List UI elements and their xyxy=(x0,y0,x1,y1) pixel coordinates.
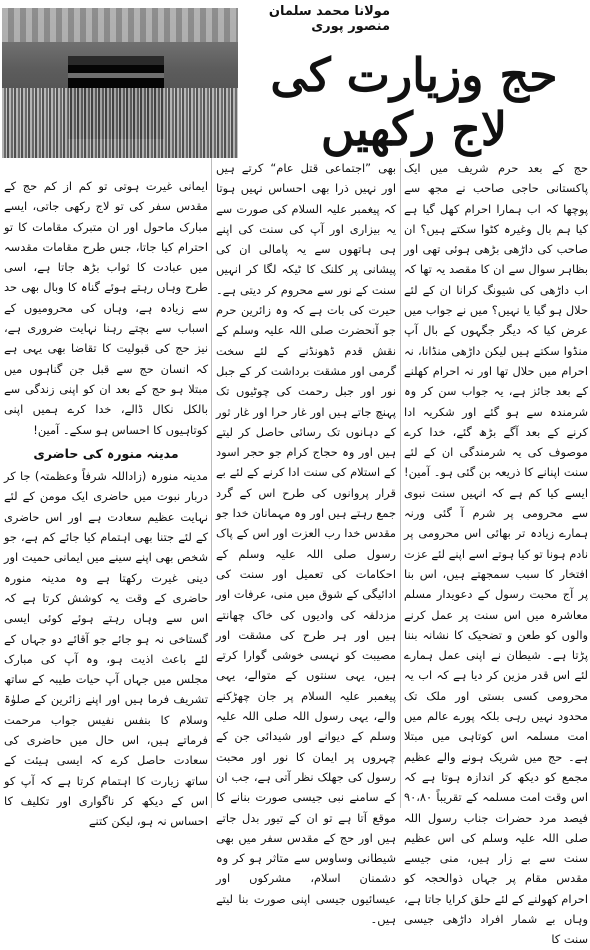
article-title: حج وزیارت کی لاج رکھیں xyxy=(270,48,558,156)
paragraph: ایمانی غیرت ہوتی تو کم از کم حج کے مقدس سفر کی تو لاج رکھی جاتی، ایسے مبارک ماحول اور ان متبرک مقامات کا تو احترام کیا جاتا، جس طرح مقامات مقدسہ میں عبادت کا ثواب بڑھ جاتا ہے، اسی طرح وہاں رہتے ہوئے گناہ کا وبال بھی حد سے زیادہ ہے، وہاں کی محرومیوں کے اسباب سے بچتے رہنا نہایت ضروری ہے، نیز حج کی قبولیت کا تقاضا بھی یہی ہے کہ انسان حج سے قبل جن گناہوں میں مبتلا ہو حج کے بعد ان کو اپنی زندگی سے بالکل نکال ڈالے، خدا کرے ہمیں اپنی کوتاہیوں کا احساس ہو سکے۔ آمین! xyxy=(4,179,208,437)
column-divider xyxy=(211,158,212,808)
column-left xyxy=(4,176,208,832)
section-heading: مدینہ منورہ کی حاضری xyxy=(33,445,179,461)
column-middle xyxy=(216,158,396,929)
column-right xyxy=(404,158,588,950)
kaaba-photo xyxy=(2,8,238,158)
mosque-arcade xyxy=(2,8,238,42)
column-divider xyxy=(400,158,401,808)
author-byline: مولانا محمد سلمان منصور پوری xyxy=(268,4,390,34)
pilgrim-crowd xyxy=(2,88,238,158)
paragraph: حج کے بعد حرم شریف میں ایک پاکستانی حاجی صاحب نے مجھ سے پوچھا کہ اب ہمارا احرام کھل گیا ہے کیا ہم بال وغیرہ کٹوا سکتے ہیں؟ ان صاحب کی داڑھی بڑھی ہوئی تھی اور بظاہر سوال سے ان کا مقصد یہ تھا کہ اب داڑھی کی شیونگ کرانا ان کے لئے حلال ہو گیا یا نہیں؟ میں نے جواب میں عرض کیا کہ دیگر جگہوں کے بال آپ منڈوا سکتے ہیں لیکن داڑھی منڈانا، نہ احرام میں حلال تھا اور نہ احرام کھلنے کے بعد جائز ہے، یہ جواب سن کر وہ شرمندہ سے ہو گئے اور شکریہ ادا کرنے کے بعد آگے بڑھ گئے، خدا کرے موصوف کی یہ شرمندگی ان کے لئے سنت اپنانے کا ذریعہ بن گئی ہو۔ آمین! ایسے کیا کم ہے کہ انہیں سنت نبوی سے محرومی پر شرم آ گئی ورنہ ہمارے زیادہ تر بھائی اس محرومی پر نادم ہونا تو کیا ہوتے اسے اپنے لئے عزت افتخار کا سبب سمجھتے ہیں، اس بنا پر آج محبت رسول کے دعویدار مسلم معاشرہ میں اس سنت پر عمل کرنے والوں کو طعن و تضحیک کا نشانہ بننا پڑتا ہے۔ شیطان نے اپنی عمل ہمارے لئے اس قدر مزین کر دیا ہے کہ اب یہ محرومی کسی بستی اور ملک تک محدود نہیں رہی بلکہ پورے عالم میں امت مسلمہ اس کوتاہی میں مبتلا ہے۔ حج میں شریک ہونے والے عظیم مجمع کو دیکھ کر اندازہ ہوتا ہے کہ اس وقت امت مسلمہ کے تقریباً ۹۰،۸۰ فیصد مرد حضرات جناب رسول اللہ صلی اللہ علیہ وسلم کی اس عظیم سنت سے بے زار ہیں، منی جیسے مقدس مقام پر جہاں ذوالحجہ کو احرام کھولنے کے لئے حلق کرایا جاتا ہے، وہاں بے شمار افراد داڑھی جیسی سنت کا xyxy=(404,161,588,947)
paragraph: بھی ”اجتماعی قتل عام“ کرتے ہیں اور نہیں ذرا بھی احساس نہیں ہوتا کہ پیغمبر علیہ السلام کی صورت سے یہ بیزاری اور آپ کی سنت کی اپنے ہی ہاتھوں سے یہ پامالی ان کی پیشانی پر کلنک کا ٹیکہ لگا کر انہیں سنت کے نور سے محروم کر دیتی ہے۔ حیرت کی بات ہے کہ وہ زائرین حرم جو آنحضرت صلی اللہ علیہ وسلم کے نقش قدم ڈھونڈنے کے لئے سخت گرمی اور مشقت برداشت کر کے جبل نور اور جبل رحمت کی چوٹیوں تک پہنچ جاتے ہیں اور غار حرا اور غار ثور کے دہانوں تک رسائی حاصل کر لیتے ہیں اور وہ حجاج کرام جو حجر اسود کے استلام کی سنت ادا کرنے کے لئے بے قرار پروانوں کی طرح اس کے گرد جمع رہتے ہیں اور وہ مہمانان خدا جو مقدس خدا رب العزت اور اس کے پاک رسول صلی اللہ علیہ وسلم کے احکامات کی تعمیل اور سنت کی ادائیگی کے شوق میں منی، عرفات اور مزدلفہ کی وادیوں کی خاک چھانتے ہیں اور ہر طرح کی مشقت اور مصیبت کو نہسی خوشی گوارا کرتے ہیں، یہی سنتوں کے متوالے، یہی پیغمبر علیہ السلام پر جان چھڑکنے والے، یہی رسول اللہ صلی اللہ علیہ وسلم کے دیوانے اور شیدائی جن کے چہروں پر ایمان کا نور اور محبت رسول کی جھلک نظر آتی ہے، جب ان کے سامنے نبی جیسی صورت بنانے کا موقع آتا ہے تو ان کے تیور بدل جاتے ہیں اور حج کے مقدس سفر میں بھی شیطانی وساوس سے متاثر ہو کر وہ دشمنان اسلام، مشرکوں اور عیسائیوں جیسی اپنی صورت بنا لیتے ہیں۔ xyxy=(216,161,396,926)
paragraph: مدینہ منورہ (زاداللہ شرفاً وعظمتہ) جا کر دربار نبوت میں حاضری ایک مومن کے لئے نہایت عظیم سعادت ہے اور اس حاضری کے لئے جتنا بھی اہتمام کیا جائے کم ہے، جو شخص بھی اپنے سینے میں ایمانی حمیت اور دینی غیرت رکھتا ہے وہ مدینہ منورہ حاضری کے وقت یہ کوشش کرتا ہے کہ اس سے وہاں رہتے ہوئے کوئی ایسی گستاخی نہ ہو جائے جو آقائے دو جہاں کے لئے باعث اذیت ہو، وہ آپ کی مبارک مجلس میں جہاں آپ حیات طیبہ کے ساتھ تشریف فرما ہیں اور اپنے زائرین کے صلوٰۃ وسلام کا بنفس نفیس جواب مرحمت فرماتے ہیں، اس حال میں حاضری کی سعادت حاصل کرے کہ ایسی ہیئت کے ساتھ زیارت کا اہتمام کرتا ہے کہ آپ کو اس کے دیکھ کر ناگواری اور تکلیف کا احساس نہ ہو، لیکن کتنے xyxy=(4,469,208,829)
